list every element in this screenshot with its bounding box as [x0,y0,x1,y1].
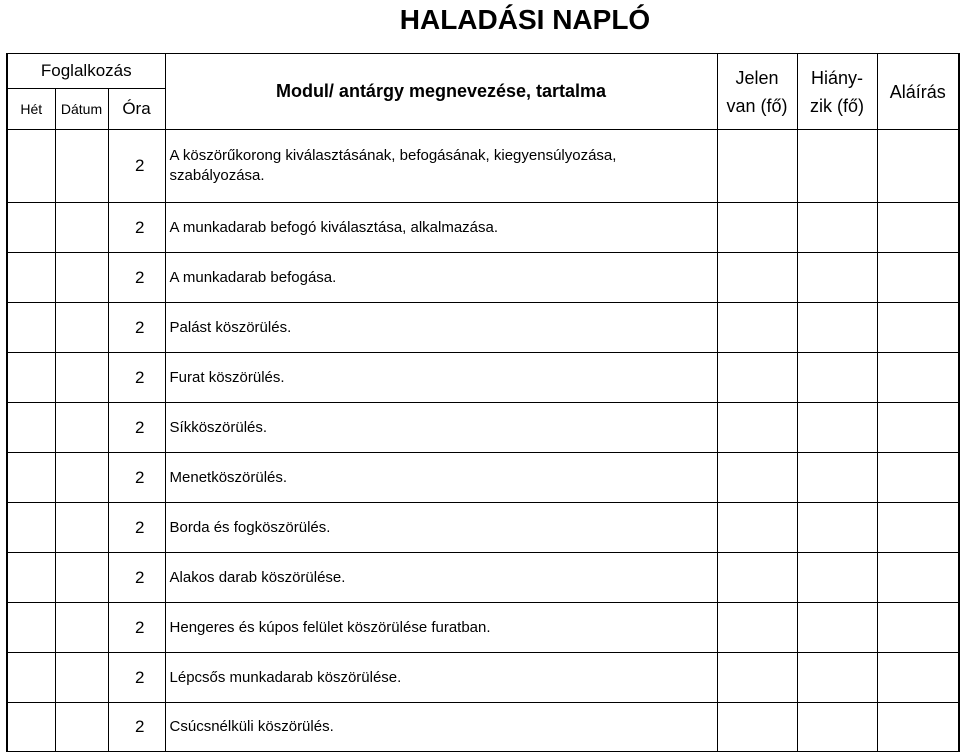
description-cell: Furat köszörülés. [165,353,717,403]
table-row [7,403,959,453]
absent-cell[interactable] [797,203,877,253]
page-title: HALADÁSI NAPLÓ [399,4,651,35]
week-cell[interactable] [7,403,55,453]
signature-cell[interactable] [877,653,959,703]
date-cell[interactable] [55,503,108,553]
header-week: Hét [7,89,55,130]
table-row [7,603,959,653]
description-cell: Borda és fogköszörülés. [165,503,717,553]
signature-cell[interactable] [877,253,959,303]
week-cell[interactable] [7,253,55,303]
description-cell: A munkadarab befogó kiválasztása, alkalmazása. [165,203,717,253]
description-cell: Menetköszörülés. [165,453,717,503]
week-cell[interactable] [7,603,55,653]
header-module: Modul/ antárgy megnevezése, tartalma [165,54,717,130]
week-cell[interactable] [7,303,55,353]
description-cell: Palást köszörülés. [165,303,717,353]
description-line: szabályozása. [169,167,265,184]
present-cell[interactable] [717,130,797,203]
description-line: A köszörűkorong kiválasztásának, befogásának, kiegyensúlyozása, [169,147,617,164]
description-cell [165,130,717,203]
absent-cell[interactable] [797,603,877,653]
hours-cell: 2 [108,553,165,603]
date-cell[interactable] [55,553,108,603]
hours-cell: 2 [108,203,165,253]
hours-cell: 2 [108,303,165,353]
date-cell[interactable] [55,130,108,203]
signature-cell[interactable] [877,203,959,253]
signature-cell[interactable] [877,503,959,553]
signature-cell[interactable] [877,603,959,653]
header-signature: Aláírás [877,54,959,130]
week-cell[interactable] [7,203,55,253]
header-hours: Óra [108,89,165,130]
header-row-top [7,54,959,89]
hours-cell: 2 [108,653,165,703]
present-cell[interactable] [717,403,797,453]
progress-log-table [6,53,960,752]
signature-cell[interactable] [877,403,959,453]
hours-cell: 2 [108,403,165,453]
absent-cell[interactable] [797,453,877,503]
date-cell[interactable] [55,253,108,303]
date-cell[interactable] [55,203,108,253]
week-cell[interactable] [7,553,55,603]
signature-cell[interactable] [877,453,959,503]
week-cell[interactable] [7,703,55,752]
present-cell[interactable] [717,353,797,403]
hours-cell: 2 [108,453,165,503]
signature-cell[interactable] [877,303,959,353]
table-row [7,653,959,703]
table-row [7,553,959,603]
absent-cell[interactable] [797,553,877,603]
table-row [7,503,959,553]
hours-cell: 2 [108,130,165,203]
absent-cell[interactable] [797,253,877,303]
table-row [7,253,959,303]
signature-cell[interactable] [877,553,959,603]
present-cell[interactable] [717,553,797,603]
description-cell: Csúcsnélküli köszörülés. [165,703,717,752]
header-present-line1: Jelen [735,67,779,88]
week-cell[interactable] [7,653,55,703]
header-absent [797,54,877,130]
header-foglalkozas: Foglalkozás [7,54,165,89]
present-cell[interactable] [717,303,797,353]
header-absent-line2: zik (fő) [810,95,865,116]
table-row [7,453,959,503]
header-absent-line1: Hiány- [811,67,864,88]
absent-cell[interactable] [797,353,877,403]
hours-cell: 2 [108,503,165,553]
hours-cell: 2 [108,603,165,653]
hours-cell: 2 [108,353,165,403]
present-cell[interactable] [717,653,797,703]
present-cell[interactable] [717,603,797,653]
signature-cell[interactable] [877,703,959,752]
absent-cell[interactable] [797,130,877,203]
header-present-line2: van (fő) [726,95,788,116]
week-cell[interactable] [7,130,55,203]
description-cell: A munkadarab befogása. [165,253,717,303]
description-cell: Hengeres és kúpos felület köszörülése furatban. [165,603,717,653]
date-cell[interactable] [55,653,108,703]
absent-cell[interactable] [797,653,877,703]
date-cell[interactable] [55,453,108,503]
date-cell[interactable] [55,303,108,353]
description-cell: Síkköszörülés. [165,403,717,453]
present-cell[interactable] [717,703,797,752]
week-cell[interactable] [7,353,55,403]
absent-cell[interactable] [797,503,877,553]
header-date: Dátum [55,89,108,130]
week-cell[interactable] [7,453,55,503]
date-cell[interactable] [55,353,108,403]
present-cell[interactable] [717,503,797,553]
table-row [7,130,959,203]
signature-cell[interactable] [877,130,959,203]
table-row [7,203,959,253]
date-cell[interactable] [55,603,108,653]
date-cell[interactable] [55,403,108,453]
hours-cell: 2 [108,703,165,752]
description-cell: Alakos darab köszörülése. [165,553,717,603]
table-row [7,353,959,403]
present-cell[interactable] [717,253,797,303]
signature-cell[interactable] [877,353,959,403]
present-cell[interactable] [717,453,797,503]
absent-cell[interactable] [797,403,877,453]
present-cell[interactable] [717,203,797,253]
absent-cell[interactable] [797,303,877,353]
table-row [7,303,959,353]
date-cell[interactable] [55,703,108,752]
absent-cell[interactable] [797,703,877,752]
hours-cell: 2 [108,253,165,303]
table-row [7,703,959,752]
description-cell: Lépcsős munkadarab köszörülése. [165,653,717,703]
header-present [717,54,797,130]
week-cell[interactable] [7,503,55,553]
